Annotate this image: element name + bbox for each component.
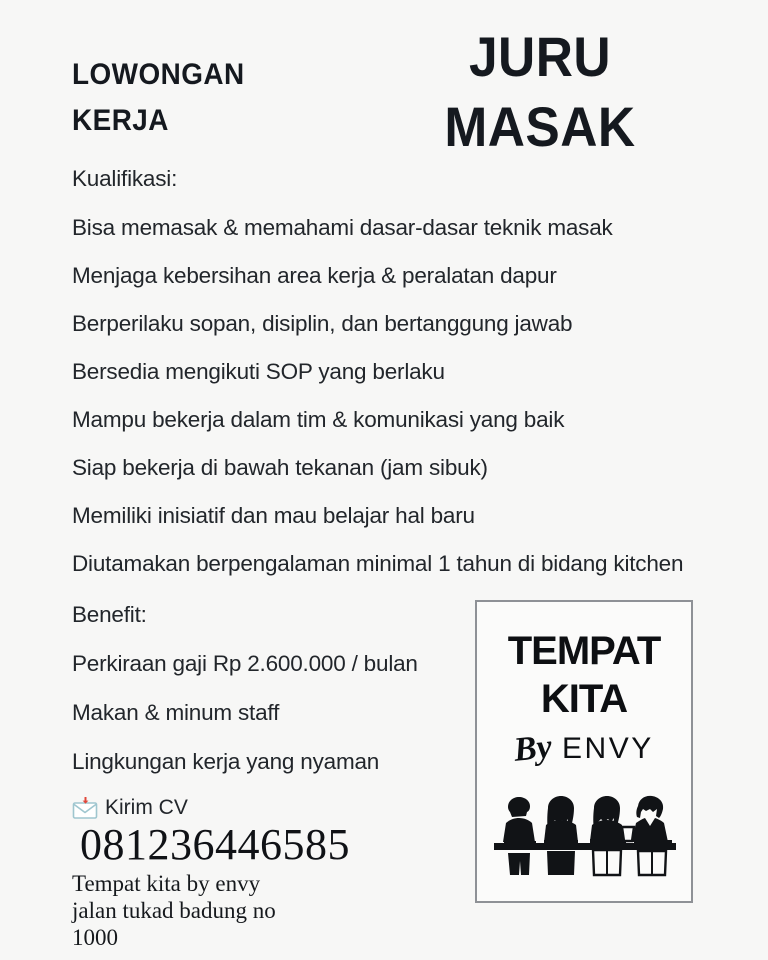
qualifications-heading: Kualifikasi: (72, 166, 178, 191)
qualification-item: Memiliki inisiatif dan mau belajar hal baru (72, 503, 475, 528)
brand-logo-inner (477, 602, 691, 901)
send-cv-cta (72, 795, 472, 821)
job-title-line-2: MASAK (444, 95, 636, 158)
brand-by-script: By (512, 728, 554, 769)
brand-name-envy: ENVY (562, 732, 654, 765)
brand-byline (477, 730, 691, 768)
qualification-item: Berperilaku sopan, disiplin, dan bertanggung jawab (72, 311, 573, 336)
qualification-item: Mampu bekerja dalam tim & komunikasi yang baik (72, 407, 565, 432)
benefits-heading: Benefit: (72, 602, 147, 627)
contact-phone-number[interactable]: 081236446585 (80, 820, 350, 869)
vacancy-headline-line-1: LOWONGAN (72, 58, 245, 91)
qualification-item: Bisa memasak & memahami dasar-dasar teknik masak (72, 215, 613, 240)
benefits-list (72, 650, 472, 775)
address-line-3: 1000 (72, 925, 118, 950)
brand-word-tempat: TEMPAT (507, 629, 661, 673)
qualification-item: Diutamakan berpengalaman minimal 1 tahun di bidang kitchen (72, 551, 684, 576)
brand-logo-card (475, 600, 693, 903)
poster-header (0, 0, 768, 160)
qualifications-section (72, 166, 712, 577)
four-people-at-counter-illustration (486, 791, 682, 887)
qualifications-list (72, 214, 712, 577)
benefit-item: Lingkungan kerja yang nyaman (72, 749, 380, 774)
incoming-envelope-icon (72, 797, 98, 819)
address-line-1: Tempat kita by envy (72, 871, 261, 896)
brand-word-kita: KITA (540, 677, 628, 721)
send-cv-label: Kirim CV (105, 796, 188, 819)
benefits-section (72, 602, 472, 775)
vacancy-headline (72, 52, 379, 144)
job-title-headline (384, 22, 697, 162)
vacancy-headline-line-2: KERJA (72, 104, 169, 137)
benefit-item: Perkiraan gaji Rp 2.600.000 / bulan (72, 651, 418, 676)
contact-address (72, 870, 472, 951)
qualification-item: Menjaga kebersihan area kerja & peralatan dapur (72, 263, 557, 288)
job-title-line-1: JURU (468, 25, 612, 88)
address-line-2: jalan tukad badung no (72, 898, 276, 923)
qualification-item: Bersedia mengikuti SOP yang berlaku (72, 359, 445, 384)
contact-section (72, 795, 472, 951)
qualification-item: Siap bekerja di bawah tekanan (jam sibuk) (72, 455, 488, 480)
benefit-item: Makan & minum staff (72, 700, 280, 725)
